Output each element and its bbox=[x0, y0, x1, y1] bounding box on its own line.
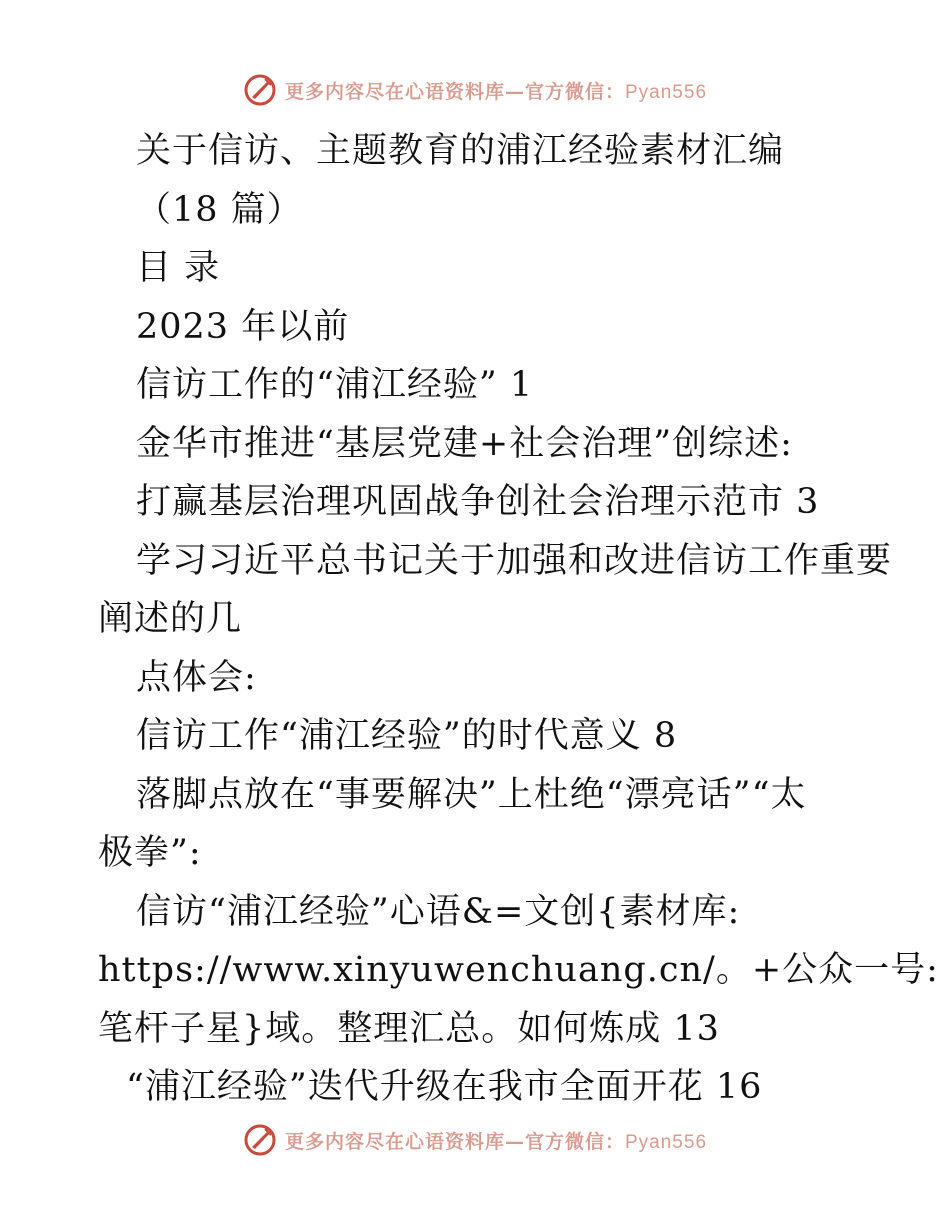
watermark-wechat-id: Pyan556 bbox=[625, 81, 708, 103]
watermark-text: 更多内容尽在心语资料库—官方微信：Pyan556 bbox=[284, 80, 708, 103]
quill-logo-icon bbox=[243, 73, 277, 107]
toc-entry: “浦江经验”迭代升级在我市全面开花 16 bbox=[126, 1067, 763, 1107]
toc-entry: 点体会: bbox=[136, 657, 257, 698]
toc-entry: 信访“浦江经验”心语&=文创{素材库: bbox=[136, 891, 741, 932]
toc-entry: 信访工作的“浦江经验” 1 bbox=[136, 365, 534, 405]
toc-entry: 信访工作“浦江经验”的时代意义 8 bbox=[136, 716, 678, 756]
toc-section-heading: 2023 年以前 bbox=[136, 306, 350, 347]
header-watermark bbox=[0, 70, 950, 110]
watermark-text: 更多内容尽在心语资料库—官方微信：Pyan556 bbox=[284, 1130, 708, 1153]
watermark-wechat-id: Pyan556 bbox=[625, 1131, 708, 1153]
document-subtitle: （18 篇） bbox=[136, 189, 303, 230]
toc-entry: 学习习近平总书记关于加强和改进信访工作重要 bbox=[136, 540, 893, 581]
quill-logo-icon bbox=[243, 1123, 277, 1157]
toc-entry-continuation: https://www.xinyuwenchuang.cn/。+公众一号: bbox=[98, 950, 939, 990]
toc-entry-continuation: 阐述的几 bbox=[98, 599, 243, 639]
document-title: 关于信访、主题教育的浦江经验素材汇编 bbox=[136, 131, 785, 171]
toc-heading: 目 录 bbox=[136, 248, 221, 288]
toc-entry-continuation: 极拳”: bbox=[98, 833, 202, 873]
toc-entry: 打赢基层治理巩固战争创社会治理示范市 3 bbox=[136, 482, 820, 522]
document-body bbox=[98, 122, 939, 1117]
toc-entry-continuation: 笔杆子星}域。整理汇总。如何炼成 13 bbox=[98, 1008, 720, 1049]
footer-watermark bbox=[0, 1120, 950, 1160]
toc-entry: 金华市推进“基层党建+社会治理”创综述: bbox=[136, 423, 793, 464]
toc-entry: 落脚点放在“事要解决”上杜绝“漂亮话”“太 bbox=[136, 774, 807, 815]
